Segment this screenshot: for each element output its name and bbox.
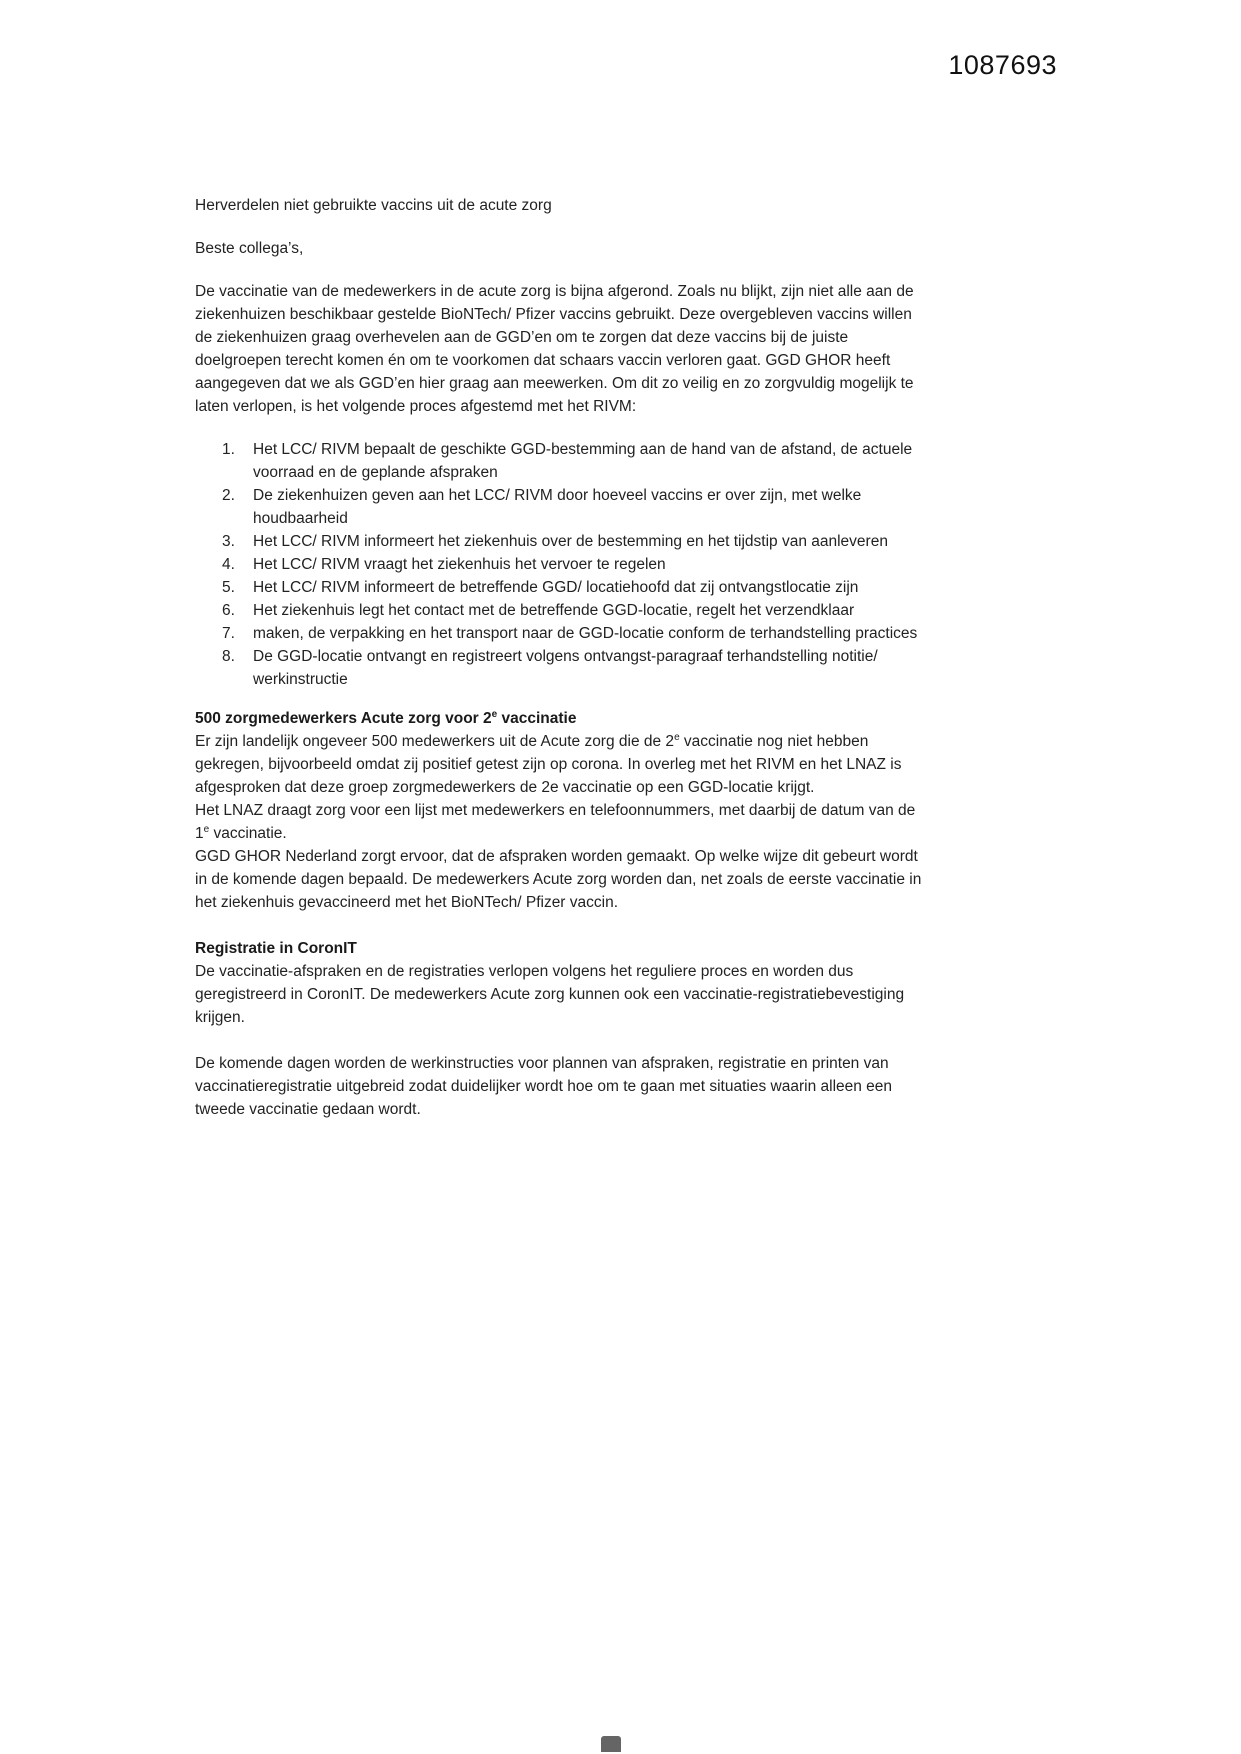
list-item-text: Het LCC/ RIVM informeert het ziekenhuis over de bestemming en het tijdstip van aanleveren: [253, 533, 888, 550]
s1-paragraph-2: [195, 799, 922, 845]
s1-paragraph-3: GGD GHOR Nederland zorgt ervoor, dat de afspraken worden gemaakt. Op welke wijze dit gebeurt wordt in de komende dagen bepaald. De medewerkers Acute zorg worden dan, net zoals de eerste vaccinatie in het ziekenhuis gevaccineerd met het BioNTech/ Pfizer vaccin.: [195, 848, 922, 911]
list-item-text: Het ziekenhuis legt het contact met de betreffende GGD-locatie, regelt het verzendklaar: [253, 602, 855, 619]
paragraph-text: Er zijn landelijk ongeveer 500 medewerkers uit de Acute zorg die de 2: [195, 733, 675, 750]
heading-text: vaccinatie: [497, 710, 577, 727]
list-item: [222, 599, 922, 622]
list-item: [222, 530, 922, 553]
list-item-number: 3.: [222, 533, 235, 550]
s2-paragraph-2: De komende dagen worden de werkinstructies voor plannen van afspraken, registratie en printen van vaccinatieregistratie uitgebreid zodat duidelijker wordt hoe om te gaan met situaties waarin alleen een tweede vaccinatie gedaan wordt.: [195, 1055, 893, 1118]
list-item-text: maken, de verpakking en het transport naar de GGD-locatie conform de terhandstelling practices: [253, 625, 918, 642]
superscript-e: e: [203, 823, 210, 835]
subject-line: Herverdelen niet gebruikte vaccins uit de acute zorg: [195, 197, 552, 214]
blank-line: [195, 914, 922, 937]
intro-paragraph: De vaccinatie van de medewerkers in de acute zorg is bijna afgerond. Zoals nu blijkt, zijn niet alle aan de ziekenhuizen beschikbaar gestelde BioNTech/ Pfizer vaccins gebruikt. Deze overgebleven vaccins willen de ziekenhuizen graag overhevelen aan de GGD’en om te zorgen dat deze vaccins bij de juiste doelgroepen terecht komen én om te voorkomen dat schaars vaccin verloren gaat. GGD GHOR heeft aangegeven dat we als GGD’en hier graag aan meewerken. Om dit zo veilig en zo zorgvuldig mogelijk te laten verlopen, is het volgende proces afgestemd met het RIVM:: [195, 283, 914, 415]
superscript-e: e: [674, 731, 680, 743]
list-item-number: 7.: [222, 625, 235, 642]
section-heading-registratie: Registratie in CoronIT: [195, 940, 357, 957]
list-item: [222, 645, 922, 691]
list-item-text: De ziekenhuizen geven aan het LCC/ RIVM door hoeveel vaccins er over zijn, met welke houdbaarheid: [253, 487, 862, 527]
heading-text: 500 zorgmedewerkers Acute zorg voor 2: [195, 710, 492, 727]
heading-superscript: e: [491, 708, 498, 720]
paragraph-text: vaccinatie nog niet hebben gekregen, bijvoorbeeld omdat zij positief getest zijn op corona. In overleg met het RIVM en het LNAZ is afgesproken dat deze groep zorgmedewerkers de 2e vaccinatie op een GGD-locatie krijgt.: [195, 733, 902, 796]
s1-paragraph-1: [195, 730, 922, 799]
s2-paragraph-1: De vaccinatie-afspraken en de registraties verlopen volgens het reguliere proces en worden dus geregistreerd in CoronIT. De medewerkers Acute zorg kunnen ook een vaccinatie-registratiebevestiging krijgen.: [195, 963, 905, 1026]
list-item-text: Het LCC/ RIVM vraagt het ziekenhuis het vervoer te regelen: [253, 556, 666, 573]
list-item-text: Het LCC/ RIVM bepaalt de geschikte GGD-bestemming aan de hand van de afstand, de actuele voorraad en de geplande afspraken: [253, 441, 913, 481]
salutation: Beste collega’s,: [195, 240, 304, 257]
section-heading-500-zorgmedewerkers: [195, 707, 922, 730]
list-item: [222, 622, 922, 645]
list-item: [222, 576, 922, 599]
list-item-number: 2.: [222, 487, 235, 504]
list-item-text: De GGD-locatie ontvangt en registreert volgens ontvangst-paragraaf terhandstelling notitie/ werkinstructie: [253, 648, 878, 688]
paragraph-text: Het LNAZ draagt zorg voor een lijst met medewerkers en telefoonnummers, met daarbij de datum van de 1: [195, 802, 916, 842]
letter-body: [195, 194, 922, 1121]
list-item: [222, 438, 922, 484]
list-item: [222, 553, 922, 576]
list-item-number: 4.: [222, 556, 235, 573]
list-item-number: 8.: [222, 648, 235, 665]
document-number: 1087693: [948, 50, 1057, 80]
list-item-number: 6.: [222, 602, 235, 619]
process-list: [195, 438, 922, 691]
paragraph-text: vaccinatie.: [209, 825, 287, 842]
scan-artifact: [601, 1736, 621, 1752]
list-item-number: 5.: [222, 579, 235, 596]
list-item-number: 1.: [222, 441, 235, 458]
list-item: [222, 484, 922, 530]
list-item-text: Het LCC/ RIVM informeert de betreffende GGD/ locatiehoofd dat zij ontvangstlocatie zijn: [253, 579, 859, 596]
blank-line: [195, 1029, 922, 1052]
